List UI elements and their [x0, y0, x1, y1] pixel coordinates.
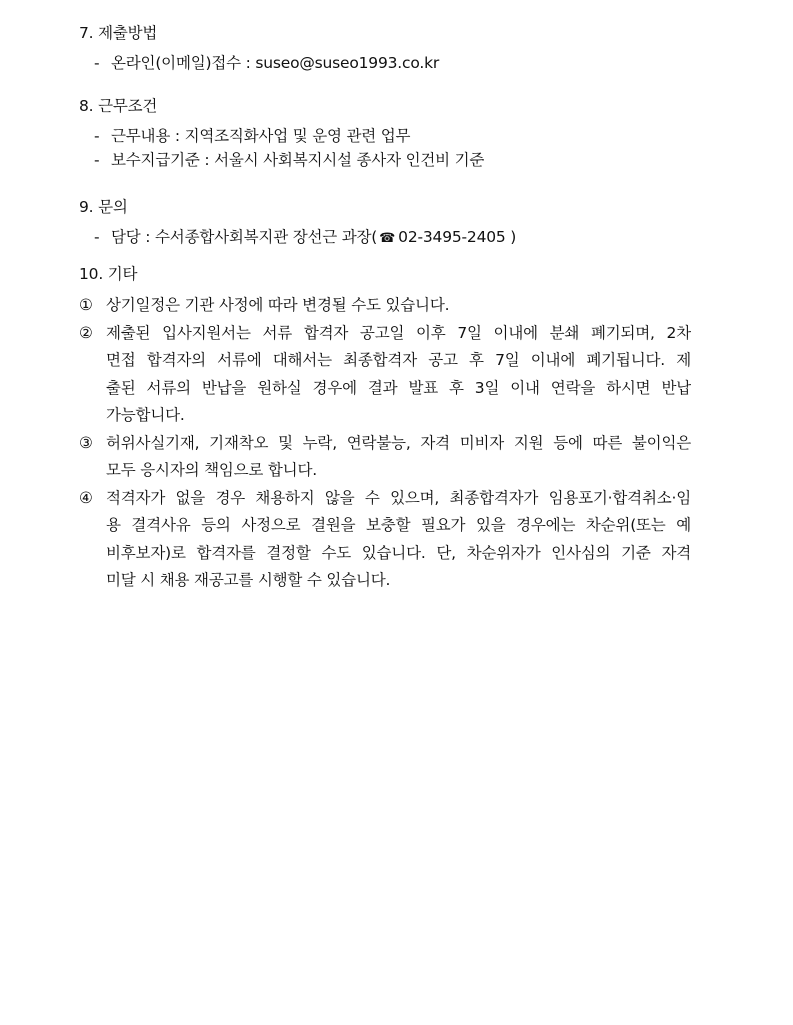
- section-heading: 8. 근무조건: [79, 97, 158, 115]
- item-line: 상기일정은 기관 사정에 따라 변경될 수도 있습니다.: [106, 296, 450, 314]
- item-marker: ②: [79, 323, 93, 342]
- section-working-conditions: [79, 94, 691, 172]
- item-line: 적격자가 없을 경우 채용하지 않을 수 있으며, 최종합격자가 임용포기·합격취소·임: [106, 488, 691, 507]
- item-line: 가능합니다.: [106, 406, 185, 424]
- item-line: 모두 응시자의 책임으로 합니다.: [106, 461, 317, 479]
- item-marker: ③: [79, 433, 93, 452]
- item-line: 비후보자)로 합격자를 결정할 수도 있습니다. 단, 차순위자가 인사심의 기준 자격: [106, 543, 691, 562]
- work-content-text: 근무내용 : 지역조직화사업 및 운영 관련 업무: [111, 127, 411, 145]
- section-heading: 10. 기타: [79, 265, 138, 283]
- contact-person-text: 담당 : 수서종합사회복지관 장선근 과장(: [111, 228, 378, 246]
- list-item: - 보수지급기준 : 서울시 사회복지시설 종사자 인건비 기준: [94, 151, 485, 169]
- phone-icon: ☎: [379, 231, 396, 246]
- list-item: - 온라인(이메일)접수 : suseo@suseo1993.co.kr: [94, 54, 440, 72]
- list-item: [79, 320, 691, 430]
- list-item: - 근무내용 : 지역조직화사업 및 운영 관련 업무: [94, 127, 411, 145]
- list-item: - 담당 : 수서종합사회복지관 장선근 과장( ☎ 02-3495-2405 ): [79, 225, 691, 249]
- item-marker: ④: [79, 488, 93, 507]
- section-submission-method: [79, 21, 691, 75]
- section-heading: 7. 제출방법: [79, 24, 158, 42]
- item-line: 미달 시 채용 재공고를 시행할 수 있습니다.: [106, 571, 391, 589]
- item-marker: ①: [79, 296, 93, 314]
- item-line: 제출된 입사지원서는 서류 합격자 공고일 이후 7일 이내에 분쇄 폐기되며, 2차: [106, 323, 691, 342]
- section-other: [79, 262, 691, 595]
- item-line: 용 결격사유 등의 사정으로 결원을 보충할 필요가 있을 경우에는 차순위(또는 예: [106, 516, 691, 534]
- contact-phone-text: 02-3495-2405 ): [398, 228, 517, 246]
- section-inquiry: [79, 195, 691, 249]
- list-item: [79, 430, 691, 485]
- list-item: [79, 485, 691, 595]
- salary-standard-text: 보수지급기준 : 서울시 사회복지시설 종사자 인건비 기준: [111, 151, 485, 169]
- section-heading: 9. 문의: [79, 198, 128, 216]
- item-line: 면접 합격자의 서류에 대해서는 최종합격자 공고 후 7일 이내에 폐기됩니다. 제: [106, 351, 691, 369]
- item-line: 출된 서류의 반납을 원하실 경우에 결과 발표 후 3일 이내 연락을 하시면 반납: [106, 378, 691, 397]
- submission-email-text: 온라인(이메일)접수 : suseo@suseo1993.co.kr: [111, 54, 440, 72]
- item-line: 허위사실기재, 기재착오 및 누락, 연락불능, 자격 미비자 지원 등에 따른 불이익은: [106, 433, 691, 452]
- list-item: [79, 292, 691, 320]
